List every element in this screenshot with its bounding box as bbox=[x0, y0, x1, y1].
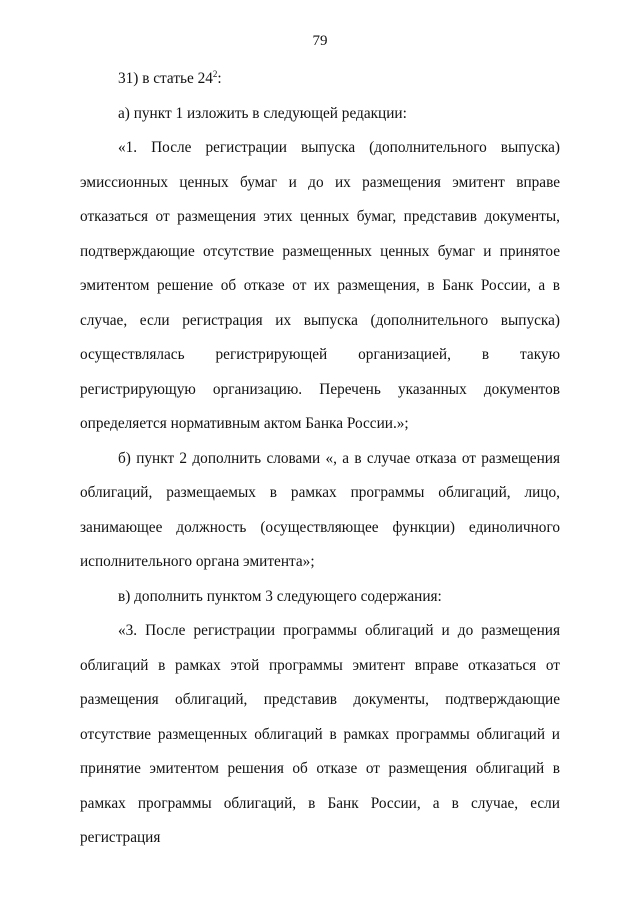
item-31-text: 31) в статье 24 bbox=[118, 70, 213, 87]
document-body bbox=[80, 62, 560, 856]
paragraph-point-1: «1. После регистрации выпуска (дополнительного выпуска) эмиссионных ценных бумаг и до их размещения эмитент вправе отказаться от размещения этих ценных бумаг, представив документы, подтверждающие отсутствие размещенных ценных бумаг и принятое эмитентом решение об отказе от их размещения, в Банк России, а в случае, если регистрация их выпуска (дополнительного выпуска) осуществлялась регистрирующей организацией, в такую регистрирующую организацию. Перечень указанных документов определяется нормативным актом Банка России.»; bbox=[80, 139, 560, 432]
page-number: 79 bbox=[312, 33, 328, 49]
article-superscript: 2 bbox=[212, 69, 218, 79]
item-31-colon: : bbox=[217, 70, 222, 87]
subitem-v: в) дополнить пунктом 3 следующего содержания: bbox=[118, 587, 442, 605]
subitem-b: б) пункт 2 дополнить словами «, а в случае отказа от размещения облигаций, размещаемых в рамках программы облигаций, лицо, занимающее должность (осуществляющее функции) единоличного исполнительного органа эмитента»; bbox=[80, 449, 560, 570]
subitem-a: а) пункт 1 изложить в следующей редакции: bbox=[118, 104, 407, 122]
paragraph-point-3: «3. После регистрации программы облигаций и до размещения облигаций в рамках этой программы эмитент вправе отказаться от размещения облигаций, представив документы, подтверждающие отсутствие размещенных облигаций в рамках программы облигаций и принятие эмитентом решения об отказе от размещения облигаций в рамках программы облигаций, в Банк России, а в случае, если регистрация bbox=[80, 622, 560, 846]
item-31-heading bbox=[80, 62, 560, 97]
